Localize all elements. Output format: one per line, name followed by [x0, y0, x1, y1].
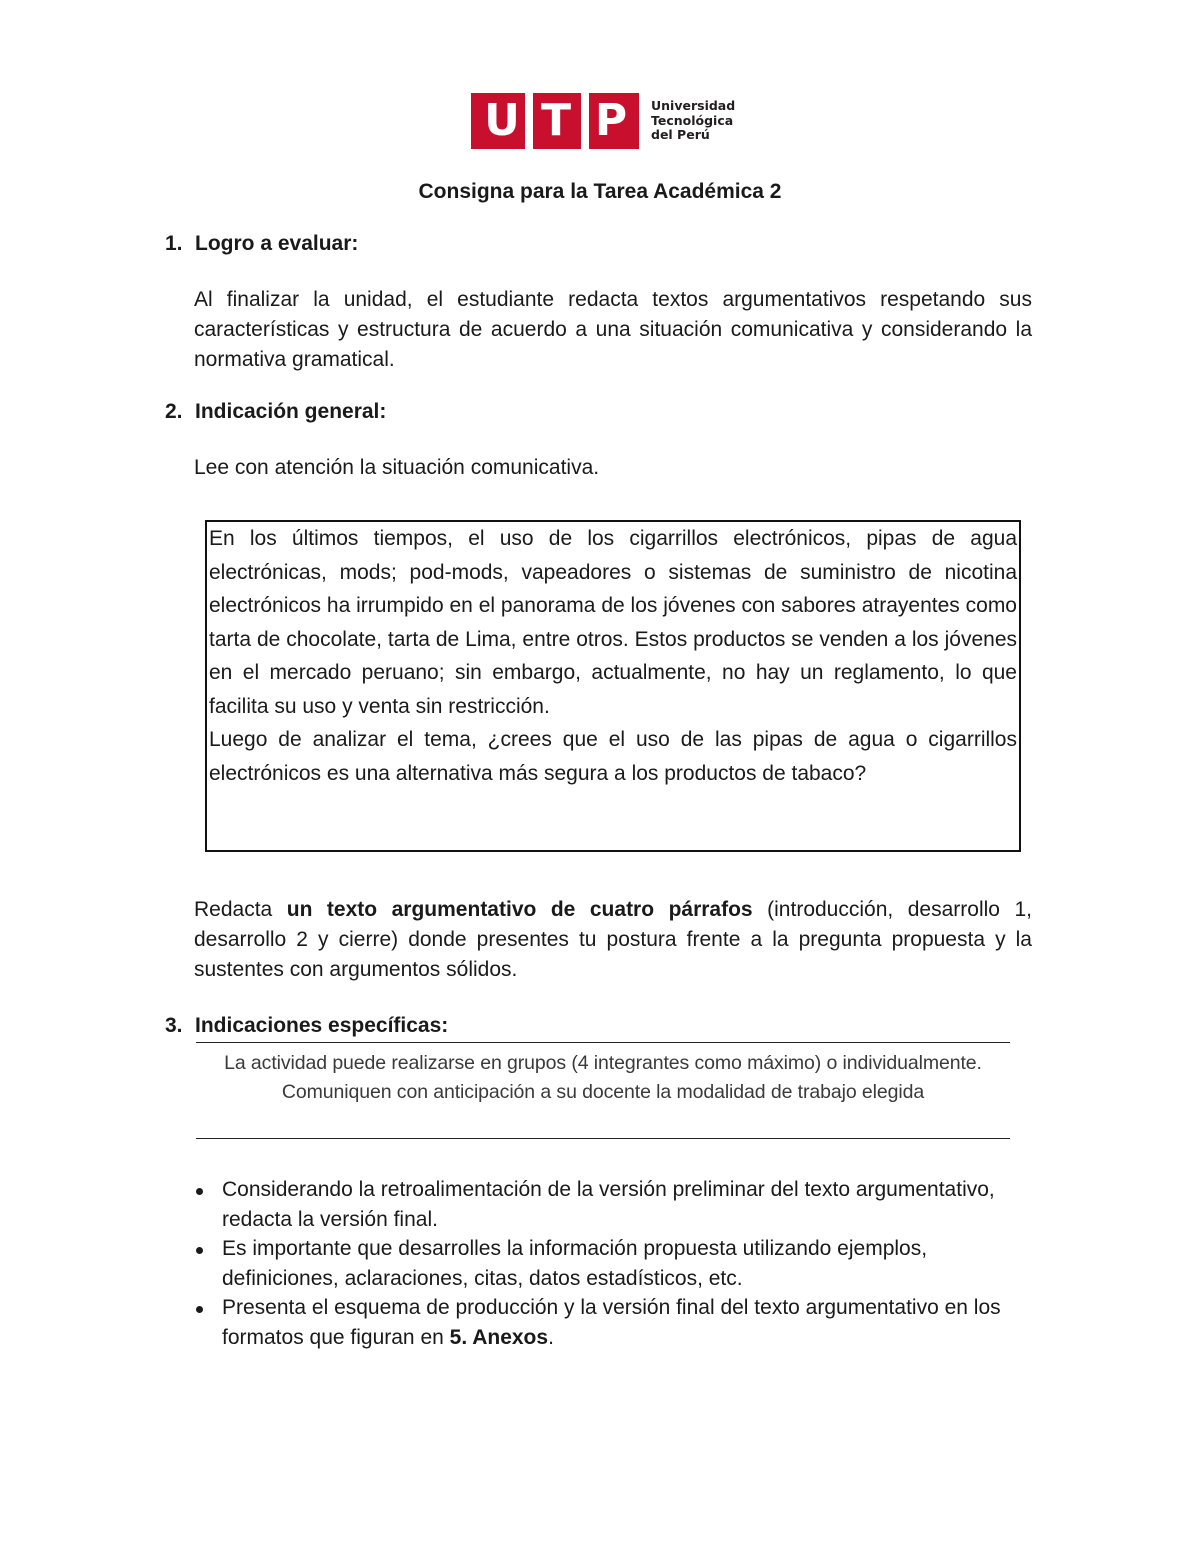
section-title: Indicación general:	[195, 400, 387, 423]
section-2-heading	[165, 400, 386, 424]
logo-name-line: del Perú	[651, 127, 710, 142]
modality-note: La actividad puede realizarse en grupos (4 integrantes como máximo) o individualmente. Comuniquen con anticipación a su docente la modalidad de trabajo elegida	[224, 1052, 982, 1103]
situation-box	[205, 520, 1021, 852]
page-title: Consigna para la Tarea Académica 2	[418, 180, 782, 203]
section-title: Indicaciones específicas:	[195, 1014, 449, 1037]
logo-letter-p: P	[594, 95, 628, 146]
specific-instructions-list	[194, 1175, 1044, 1352]
section-number: 3.	[165, 1014, 183, 1037]
task-emphasis: un texto argumentativo de cuatro párrafos	[286, 898, 753, 921]
logo-letter-u: U	[484, 95, 520, 146]
section-number: 1.	[165, 232, 183, 255]
section-1-text: Al finalizar la unidad, el estudiante redacta textos argumentativos respetando sus características y estructura de acuerdo a una situación comunicativa y considerando la normativa gramatical.	[194, 288, 1032, 371]
situation-paragraph: En los últimos tiempos, el uso de los cigarrillos electrónicos, pipas de agua electrónicas, mods; pod-mods, vapeadores o sistemas de suministro de nicotina electrónicos ha irrumpido en el panorama de los jóvenes con sabores atrayentes como tarta de chocolate, tarta de Lima, entre otros. Estos productos se venden a los jóvenes en el mercado peruano; sin embargo, actualmente, no hay un reglamento, lo que facilita su uso y venta sin restricción.	[209, 527, 1017, 718]
section-number: 2.	[165, 400, 183, 423]
list-item-text: Es importante que desarrolles la información propuesta utilizando ejemplos, definiciones, aclaraciones, citas, datos estadísticos, etc.	[222, 1237, 928, 1290]
section-title: Logro a evaluar:	[195, 232, 359, 255]
logo-letter-t: T	[540, 95, 571, 146]
section-2-task	[194, 895, 1032, 985]
note-top-rule	[196, 1042, 1010, 1043]
section-3-heading	[165, 1014, 448, 1038]
situation-question: Luego de analizar el tema, ¿crees que el uso de las pipas de agua o cigarrillos electrónicos es una alternativa más segura a los productos de tabaco?	[209, 728, 1017, 785]
list-item-text: .	[548, 1325, 554, 1349]
logo-name-line: Tecnológica	[651, 112, 734, 128]
bullet-icon	[196, 1188, 203, 1195]
list-item-text: Considerando la retroalimentación de la versión preliminar del texto argumentativo, redacta la versión final.	[222, 1178, 995, 1231]
annex-reference: 5. Anexos	[449, 1325, 549, 1349]
logo-university-name	[651, 99, 751, 143]
task-text: Redacta	[194, 898, 287, 921]
logo-name-line: Universidad	[651, 98, 736, 113]
list-item	[194, 1293, 1044, 1352]
logo-divider	[525, 93, 533, 149]
list-item-text: Presenta el esquema de producción y la versión final del texto argumentativo en los formatos que figuran en	[222, 1296, 1001, 1349]
list-item	[194, 1234, 1044, 1293]
bullet-icon	[196, 1306, 203, 1313]
section-2-intro: Lee con atención la situación comunicativa.	[194, 456, 600, 479]
list-item	[194, 1175, 1044, 1234]
bullet-icon	[196, 1247, 203, 1254]
section-1-heading	[165, 232, 358, 256]
logo-divider	[581, 93, 589, 149]
task-text: (introducción, desarrollo 1, desarrollo 2 y cierre) donde presentes tu postura frente a la pregunta propuesta y la sustentes con argumentos sólidos.	[194, 898, 1032, 981]
note-bottom-rule	[196, 1138, 1010, 1139]
utp-logo	[471, 93, 741, 151]
